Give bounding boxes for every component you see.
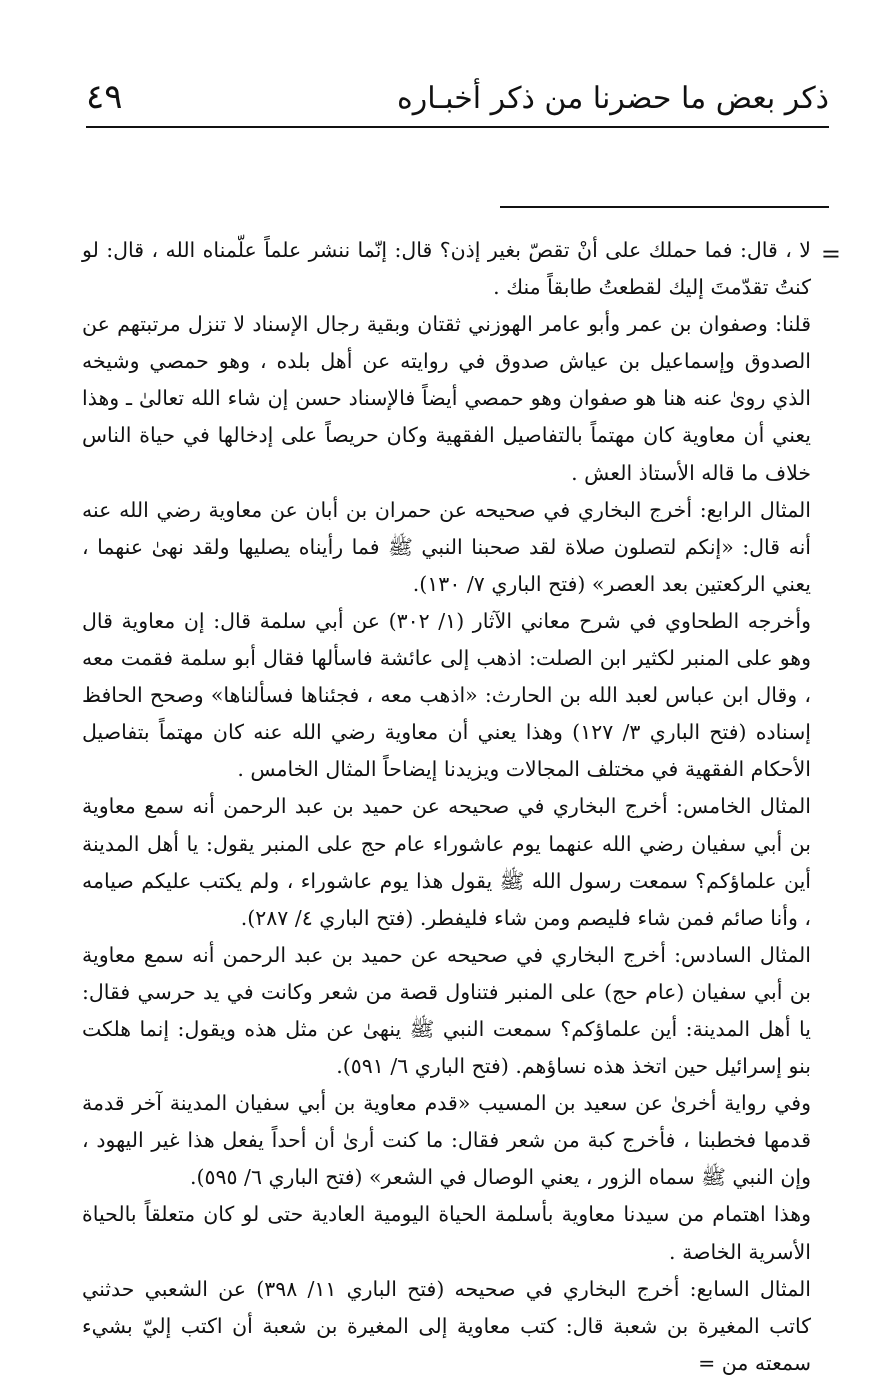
footnote-body [82, 232, 811, 1382]
paragraph: المثال الرابع: أخرج البخاري في صحيحه عن حمران بن أبان عن معاوية رضي الله عنه أنه قال: «إنكم لتصلون صلاة لقد صحبنا النبي ﷺ فما رأيناه يصليها ولقد نهىٰ عنهما ، يعني الركعتين بعد العصر» (فتح الباري ٧/ ١٣٠). [82, 497, 811, 596]
paragraph: وهذا اهتمام من سيدنا معاوية بأسلمة الحياة اليومية العادية حتى لو كان متعلقاً بالحياة الأسرية الخاصة . [82, 1202, 811, 1264]
page-header [86, 78, 829, 126]
paragraph: وأخرجه الطحاوي في شرح معاني الآثار (١/ ٣٠٢) عن أبي سلمة قال: إن معاوية قال وهو على المنبر لكثير ابن الصلت: اذهب إلى عائشة فاسألها فقال أبو سلمة فقمت معه ، وقال ابن عباس لعبد الله بن الحارث: «اذهب معه ، فجئناها فسألناها» وصحح الحافظ إسناده (فتح الباري ٣/ ١٢٧) وهذا يعني أن معاوية رضي الله عنه كان مهتماً بتفاصيل الأحكام الفقهية في مختلف المجالات ويزيدنا إيضاحاً المثال الخامس . [82, 608, 811, 782]
paragraph: قلنا: وصفوان بن عمر وأبو عامر الهوزني ثقتان وبقية رجال الإسناد لا تنزل مرتبتهم عن الصدوق وإسماعيل بن عياش صدوق في روايته عن أهل بلده ، وهو حمصي وشيخه الذي روىٰ عنه هنا هو صفوان وهو حمصي أيضاً فالإسناد حسن إن شاء الله تعالىٰ ـ وهذا يعني أن معاوية كان مهتماً بالتفاصيل الفقهية وكان حريصاً على إدخالها في حياة الناس خلاف ما قاله الأستاذ العش . [82, 312, 811, 485]
paragraph: المثال السابع: أخرج البخاري في صحيحه (فتح الباري ١١/ ٣٩٨) عن الشعبي حدثني كاتب المغيرة بن شعبة قال: كتب معاوية إلى المغيرة بن شعبة أن اكتب إليّ بشيء سمعته من = [82, 1276, 811, 1375]
page-number: ٤٩ [86, 77, 123, 117]
paragraph: المثال الخامس: أخرج البخاري في صحيحه عن حميد بن عبد الرحمن أنه سمع معاوية بن أبي سفيان رضي الله عنهما يوم عاشوراء عام حج على المنبر يقول: يا أهل المدينة أين علماؤكم؟ سمعت رسول الله ﷺ يقول هذا يوم عاشوراء ، ولم يكتب عليكم صيامه ، وأنا صائم فمن شاء فليصم ومن شاء فليفطر. (فتح الباري ٤/ ٢٨٧). [82, 794, 811, 930]
continuation-mark: = [820, 240, 841, 268]
paragraph: المثال السادس: أخرج البخاري في صحيحه عن حميد بن عبد الرحمن أنه سمع معاوية بن أبي سفيان (عام حج) على المنبر فتناول قصة من شعر وكانت في يد حرسي فقال: يا أهل المدينة: أين علماؤكم؟ سمعت النبي ﷺ ينهىٰ عن مثل هذه ويقول: إنما هلكت بنو إسرائيل حين اتخذ هذه نساؤهم. (فتح الباري ٦/ ٥٩١). [82, 942, 811, 1079]
running-title: ذكر بعض ما حضرنا من ذكر أخبـاره [397, 81, 829, 116]
footnote-separator-rule [500, 206, 829, 208]
header-rule [86, 126, 829, 128]
paragraph: وفي رواية أخرىٰ عن سعيد بن المسيب «قدم معاوية بن أبي سفيان المدينة آخر قدمة قدمها فخطبنا ، فأخرج كبة من شعر فقال: ما كنت أرىٰ أن أحداً يفعل هذا غير اليهود ، وإن النبي ﷺ سماه الزور ، يعني الوصال في الشعر» (فتح الباري ٦/ ٥٩٥). [82, 1091, 811, 1190]
paragraph: لا ، قال: فما حملك على أنْ تقصّ بغير إذن؟ قال: إنّما ننشر علماً علّمناه الله ، قال: لو كنتُ تقدّمتَ إليك لقطعتُ طابقاً منك . [82, 238, 811, 300]
